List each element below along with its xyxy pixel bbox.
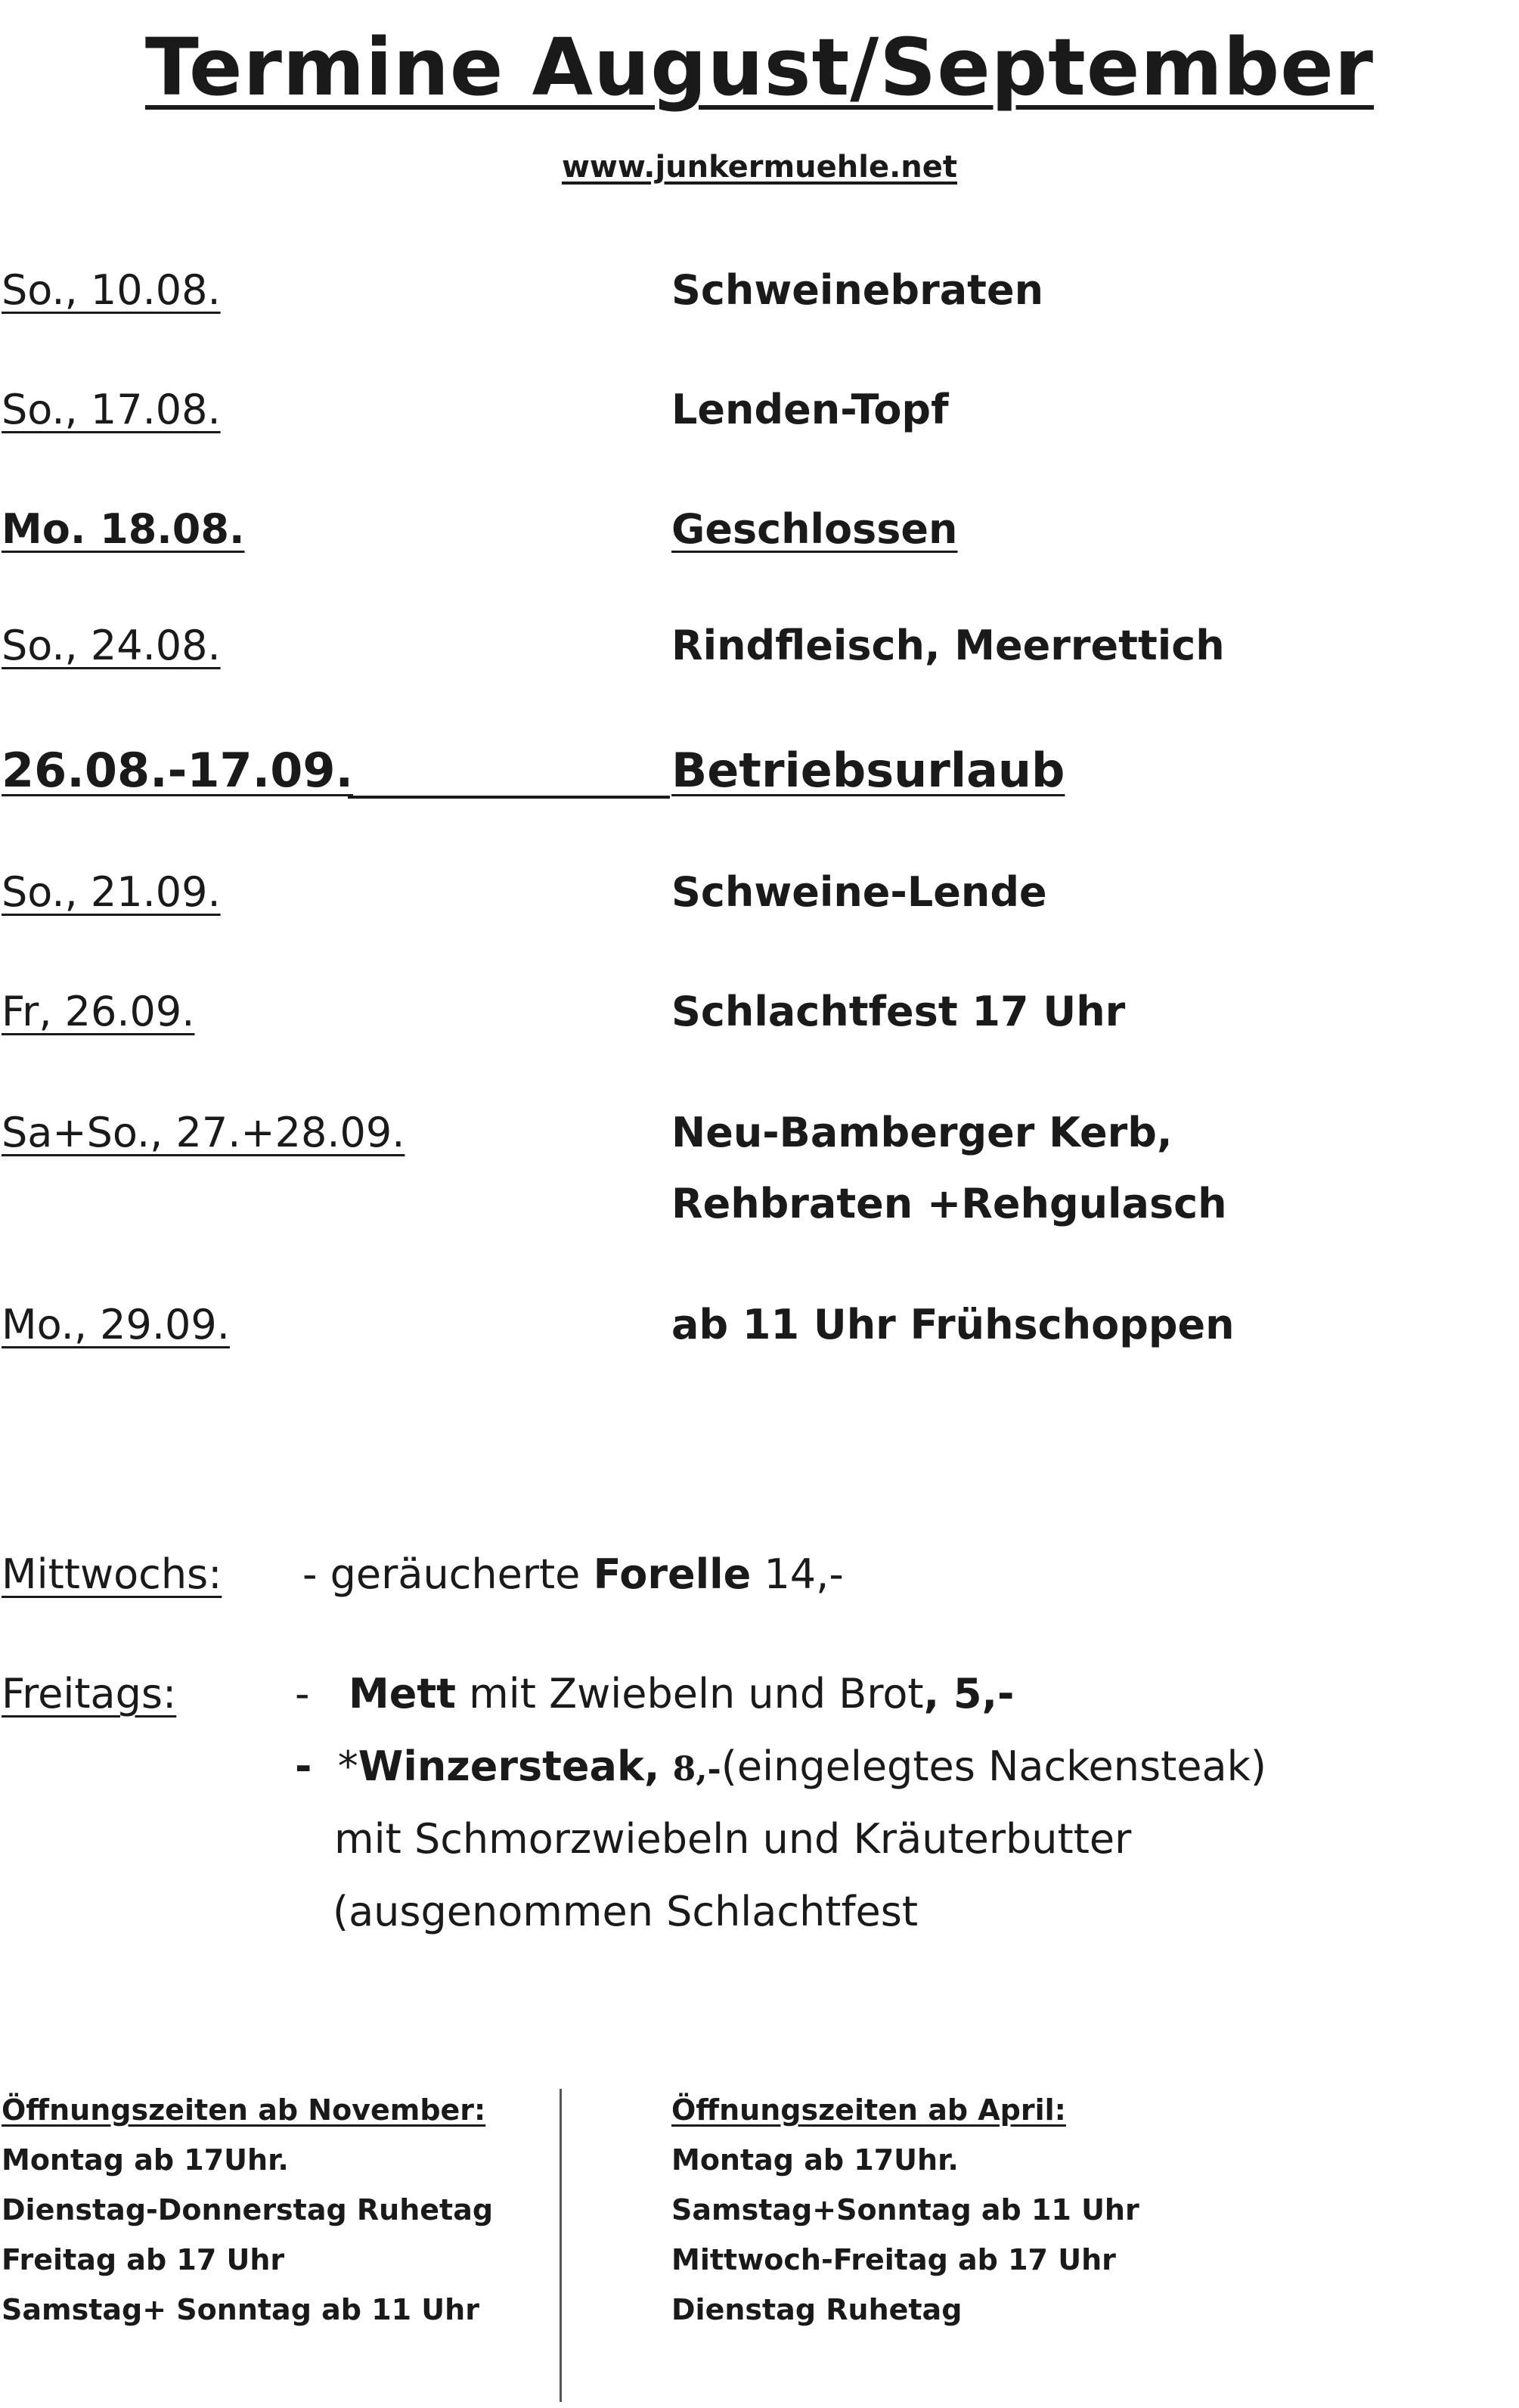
schedule-event: Lenden-Topf — [671, 386, 949, 433]
website-link[interactable]: www.junkermuehle.net — [561, 150, 958, 185]
hours-november-line: Montag ab 17Uhr. — [2, 2143, 289, 2177]
schedule-event: Schweinebraten — [671, 266, 1044, 314]
hours-november-heading: Öffnungszeiten ab November: — [2, 2093, 486, 2127]
schedule-date: So., 21.09. — [2, 868, 221, 916]
hours-april-line: Montag ab 17Uhr. — [671, 2143, 959, 2177]
hours-november-line: Samstag+ Sonntag ab 11 Uhr — [2, 2293, 479, 2326]
hours-april-line: Samstag+Sonntag ab 11 Uhr — [671, 2193, 1139, 2226]
friday-special-line3: (ausgenommen Schlachtfest — [333, 1888, 919, 1935]
schedule-date: So., 17.08. — [2, 386, 221, 433]
vacation-dates: 26.08.-17.09. — [2, 743, 354, 798]
schedule-event: Rindfleisch, Meerrettich — [671, 622, 1225, 669]
wednesday-special: - geräucherte Forelle 14,- — [302, 1550, 844, 1598]
hours-april-line: Mittwoch-Freitag ab 17 Uhr — [671, 2243, 1116, 2276]
schedule-event: ab 11 Uhr Frühschoppen — [671, 1301, 1235, 1348]
schedule-date: Mo., 29.09. — [2, 1301, 230, 1348]
column-divider — [560, 2089, 562, 2402]
hours-april-heading: Öffnungszeiten ab April: — [671, 2093, 1066, 2127]
schedule-date: Mo. 18.08. — [2, 505, 245, 553]
schedule-event: Schlachtfest 17 Uhr — [671, 988, 1126, 1035]
vacation-label: Betriebsurlaub — [671, 743, 1065, 798]
schedule-date: So., 24.08. — [2, 622, 221, 669]
vacation-underline — [348, 796, 670, 799]
hours-april-line: Dienstag Ruhetag — [671, 2293, 963, 2326]
page-title: Termine August/September — [144, 21, 1375, 113]
schedule-event: Neu-Bamberger Kerb, — [671, 1109, 1173, 1156]
friday-special-winzersteak: - *Winzersteak, 8,-(eingelegtes Nackensteak) — [295, 1742, 1266, 1790]
schedule-date: So., 10.08. — [2, 266, 221, 314]
schedule-event: Geschlossen — [671, 505, 958, 553]
friday-special-line2: mit Schmorzwiebeln und Kräuterbutter — [334, 1815, 1132, 1863]
hours-november-line: Dienstag-Donnerstag Ruhetag — [2, 2193, 494, 2226]
schedule-date: Fr, 26.09. — [2, 988, 195, 1035]
wednesday-label: Mittwochs: — [2, 1550, 222, 1598]
schedule-date: Sa+So., 27.+28.09. — [2, 1109, 405, 1156]
schedule-event: Schweine-Lende — [671, 868, 1047, 916]
hours-november-line: Freitag ab 17 Uhr — [2, 2243, 285, 2276]
friday-label: Freitags: — [2, 1670, 177, 1718]
schedule-event-line2: Rehbraten +Rehgulasch — [671, 1180, 1227, 1227]
friday-special-mett: - Mett mit Zwiebeln und Brot, 5,- — [295, 1670, 1015, 1718]
